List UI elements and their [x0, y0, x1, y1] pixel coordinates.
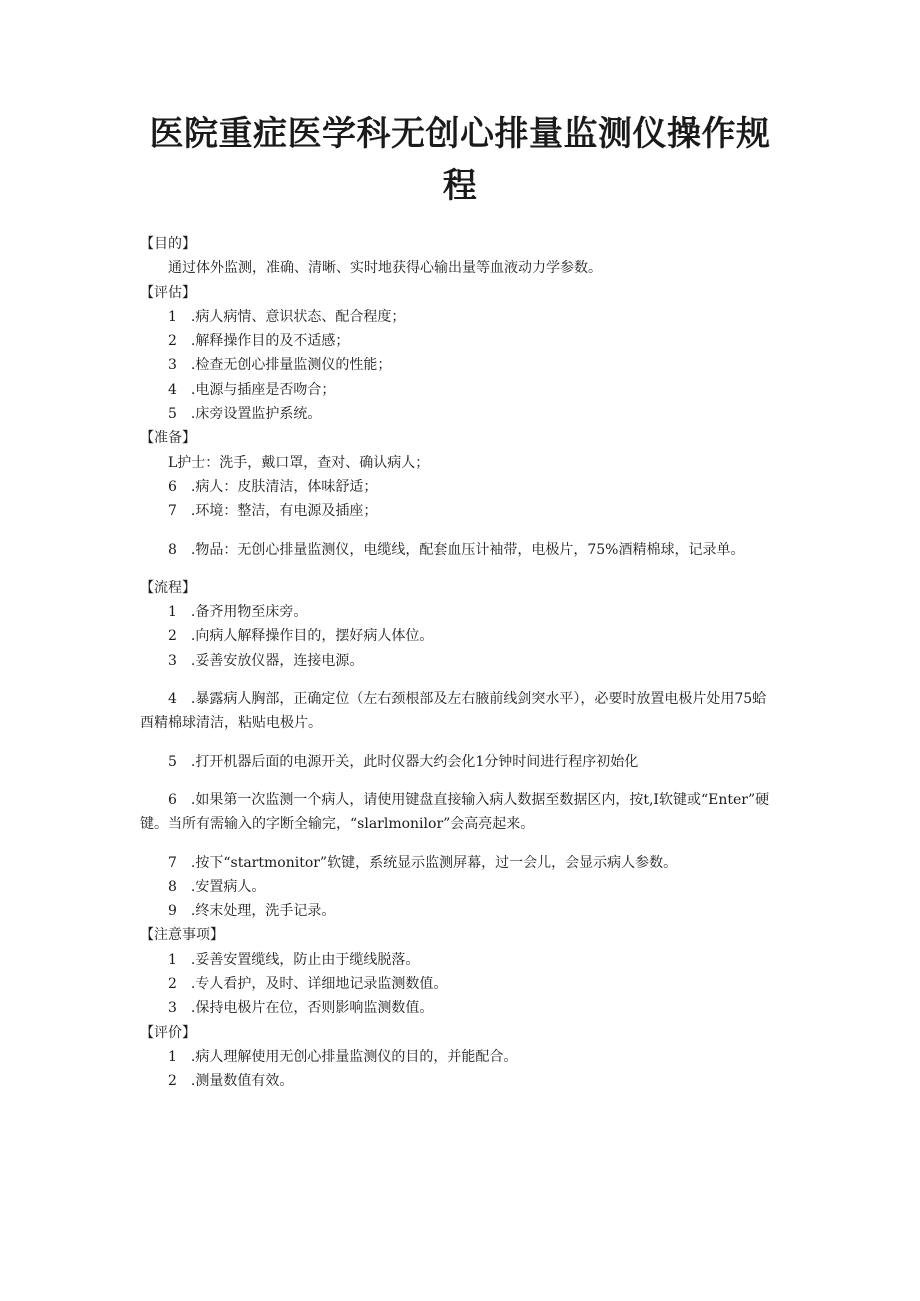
assessment-item: 5 .床旁设置监护系统。: [168, 406, 322, 423]
procedure-step: 9 .终末处理，洗手记录。: [168, 903, 336, 920]
procedure-step: 3 .妥善安放仪器，连接电源。: [168, 652, 364, 669]
preparation-item: 8 .物品：无创心排量监测仪，电缆线，配套血压计袖带，电极片，75%酒精棉球，记录单。: [168, 541, 745, 558]
evaluation-item: 1 .病人理解使用无创心排量监测仪的目的，并能配合。: [168, 1048, 518, 1065]
procedure-step: 4 .暴露病人胸部，正确定位（左右颈根部及左右腋前线剑突水平），必要时放置电极片处用75蛤酉精棉球清洁，粘贴电极片。: [140, 691, 767, 732]
procedure-step: 5 .打开机器后面的电源开关，此时仪器大约会化1分钟时间进行程序初始化: [168, 753, 639, 770]
purpose-text: 通过体外监测，准确、清晰、实时地获得心输出量等血液动力学参数。: [168, 260, 602, 277]
assessment-item: 3 .检查无创心排量监测仪的性能；: [168, 357, 392, 374]
assessment-item: 2 .解释操作目的及不适感；: [168, 333, 350, 350]
section-heading-assessment: 【评估】: [140, 284, 196, 301]
assessment-item: 4 .电源与插座是否吻合；: [168, 381, 336, 398]
section-heading-notes: 【注意事项】: [140, 927, 224, 944]
preparation-item: 7 .环境：整洁，有电源及插座；: [168, 503, 378, 520]
document-body: [140, 232, 780, 1094]
document-title: 医院重症医学科无创心排量监测仪操作规程: [149, 114, 771, 206]
procedure-step: 8 .安置病人。: [168, 878, 266, 895]
notes-item: 2 .专人看护，及时、详细地记录监测数值。: [168, 976, 448, 993]
procedure-step: 1 .备齐用物至床旁。: [168, 604, 308, 621]
section-heading-procedure: 【流程】: [140, 579, 196, 596]
procedure-step: 6 .如果第一次监测一个病人，请使用键盘直接输入病人数据至数据区内，按t,I软键或“Enter”硬键。当所有需输入的字断全输完，“slarlmonilor”会高亮起来。: [140, 791, 770, 833]
evaluation-item: 2 .测量数值有效。: [168, 1073, 294, 1090]
section-heading-preparation: 【准备】: [140, 430, 196, 447]
notes-item: 1 .妥善安置缆线，防止由于缆线脱落。: [168, 951, 420, 968]
procedure-step: 2 .向病人解释操作目的，摆好病人体位。: [168, 628, 434, 645]
notes-item: 3 .保持电极片在位，否则影响监测数值。: [168, 1000, 434, 1017]
section-heading-purpose: 【目的】: [140, 236, 196, 252]
procedure-step: 7 .按下“startmonitor”软键，系统显示监测屏幕，过一会儿，会显示病人参数。: [168, 854, 678, 871]
preparation-item: L护士：洗手，戴口罩，查对、确认病人；: [168, 454, 430, 471]
assessment-item: 1 .病人病情、意识状态、配合程度；: [168, 308, 406, 325]
section-heading-evaluation: 【评价】: [140, 1024, 196, 1041]
preparation-item: 6 .病人：皮肤清洁，体味舒适；: [168, 478, 378, 495]
